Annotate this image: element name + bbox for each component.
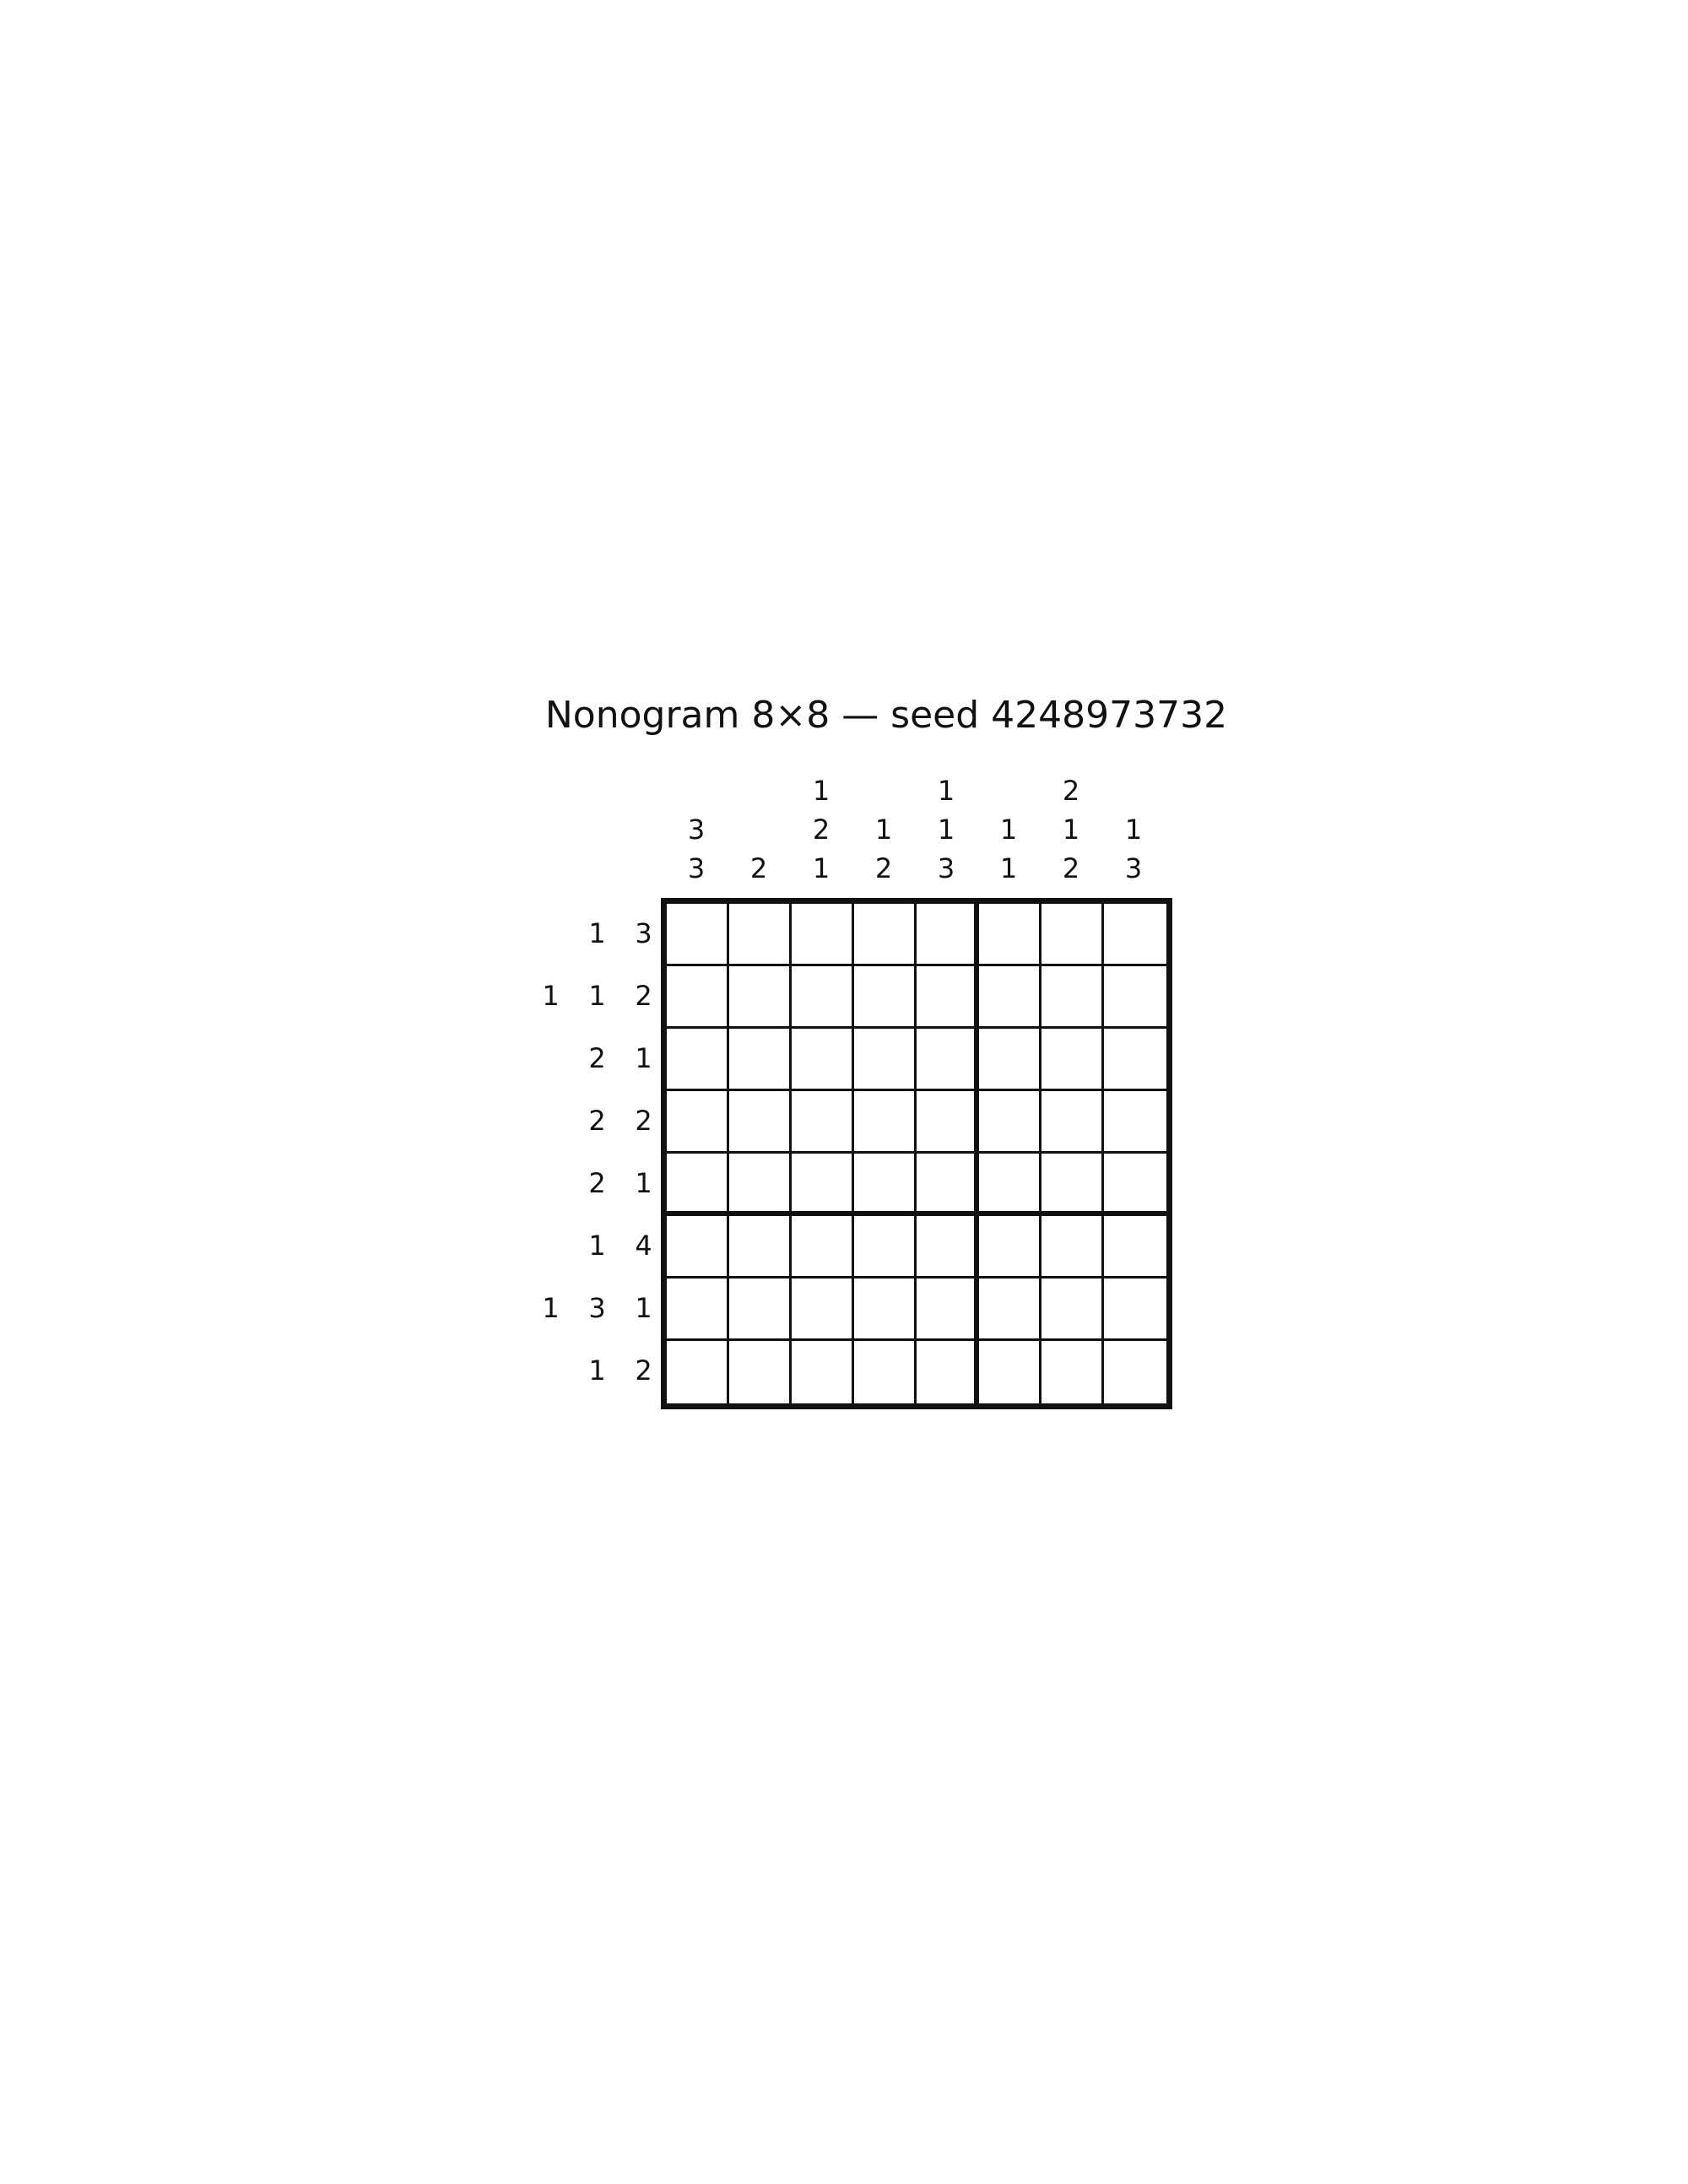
grid-cell-r3c7[interactable] xyxy=(1041,1029,1104,1091)
row-clue-2 xyxy=(528,965,667,1027)
grid-cell-r3c6[interactable] xyxy=(979,1029,1041,1091)
grid-cell-r3c3[interactable] xyxy=(792,1029,854,1091)
grid-cell-r8c4[interactable] xyxy=(854,1341,917,1403)
grid-cell-r7c6[interactable] xyxy=(979,1279,1041,1341)
column-clue-number: 2 xyxy=(874,852,893,884)
grid-cell-r5c2[interactable] xyxy=(729,1154,792,1216)
row-clue-number: 1 xyxy=(635,1292,652,1324)
row-clue-number: 1 xyxy=(588,980,606,1012)
grid-cell-r1c8[interactable] xyxy=(1104,904,1166,966)
grid-cell-r6c6[interactable] xyxy=(979,1216,1041,1279)
grid-cell-r2c6[interactable] xyxy=(979,966,1041,1029)
nonogram-grid xyxy=(661,898,1172,1409)
grid-cell-r5c4[interactable] xyxy=(854,1154,917,1216)
row-clue-number: 1 xyxy=(635,1167,652,1199)
row-clues-area xyxy=(528,902,667,1402)
grid-cell-r5c1[interactable] xyxy=(667,1154,729,1216)
column-clue-2 xyxy=(728,771,790,888)
grid-cell-r2c5[interactable] xyxy=(917,966,979,1029)
column-clue-4 xyxy=(852,771,915,888)
grid-cell-r3c4[interactable] xyxy=(854,1029,917,1091)
grid-cell-r8c5[interactable] xyxy=(917,1341,979,1403)
column-clue-7 xyxy=(1040,771,1102,888)
grid-cell-r8c7[interactable] xyxy=(1041,1341,1104,1403)
column-clue-number: 1 xyxy=(937,775,955,807)
column-clue-3 xyxy=(790,771,852,888)
column-clue-number: 3 xyxy=(937,852,955,884)
grid-cell-r2c3[interactable] xyxy=(792,966,854,1029)
column-clue-number: 3 xyxy=(687,814,706,846)
row-clue-number: 1 xyxy=(542,1292,560,1324)
row-clue-number: 2 xyxy=(588,1105,606,1137)
grid-cell-r8c3[interactable] xyxy=(792,1341,854,1403)
column-clue-6 xyxy=(977,771,1040,888)
grid-cell-r7c4[interactable] xyxy=(854,1279,917,1341)
column-clue-number: 3 xyxy=(687,852,706,884)
row-clue-1 xyxy=(528,902,667,965)
grid-cell-r1c5[interactable] xyxy=(917,904,979,966)
row-clue-number: 2 xyxy=(588,1167,606,1199)
grid-cell-r5c7[interactable] xyxy=(1041,1154,1104,1216)
grid-cell-r6c8[interactable] xyxy=(1104,1216,1166,1279)
puzzle-title: Nonogram 8×8 — seed 4248973732 xyxy=(544,694,1228,737)
row-clue-number: 3 xyxy=(635,917,652,949)
grid-cell-r4c6[interactable] xyxy=(979,1091,1041,1154)
grid-cell-r1c7[interactable] xyxy=(1041,904,1104,966)
grid-cell-r6c3[interactable] xyxy=(792,1216,854,1279)
row-clue-number: 4 xyxy=(635,1230,652,1262)
grid-cell-r1c3[interactable] xyxy=(792,904,854,966)
grid-cell-r3c8[interactable] xyxy=(1104,1029,1166,1091)
column-clues-area xyxy=(665,771,1165,888)
column-clue-number: 1 xyxy=(874,814,893,846)
grid-cell-r5c6[interactable] xyxy=(979,1154,1041,1216)
column-clue-1 xyxy=(665,771,728,888)
grid-cell-r5c8[interactable] xyxy=(1104,1154,1166,1216)
grid-cell-r6c7[interactable] xyxy=(1041,1216,1104,1279)
row-clue-3 xyxy=(528,1027,667,1089)
row-clue-8 xyxy=(528,1339,667,1402)
row-clue-number: 2 xyxy=(588,1042,606,1074)
row-clue-number: 2 xyxy=(635,980,652,1012)
column-clue-number: 2 xyxy=(1062,852,1080,884)
row-clue-number: 1 xyxy=(588,917,606,949)
row-clue-7 xyxy=(528,1277,667,1339)
column-clue-number: 2 xyxy=(1062,775,1080,807)
grid-cell-r7c2[interactable] xyxy=(729,1279,792,1341)
column-clue-number: 1 xyxy=(937,814,955,846)
grid-cell-r7c5[interactable] xyxy=(917,1279,979,1341)
row-clue-number: 1 xyxy=(635,1042,652,1074)
grid-cell-r4c8[interactable] xyxy=(1104,1091,1166,1154)
grid-cell-r3c1[interactable] xyxy=(667,1029,729,1091)
row-clue-number: 1 xyxy=(542,980,560,1012)
grid-cell-r4c4[interactable] xyxy=(854,1091,917,1154)
grid-cell-r3c5[interactable] xyxy=(917,1029,979,1091)
grid-cell-r1c6[interactable] xyxy=(979,904,1041,966)
grid-cell-r7c8[interactable] xyxy=(1104,1279,1166,1341)
grid-cell-r4c1[interactable] xyxy=(667,1091,729,1154)
grid-cell-r5c5[interactable] xyxy=(917,1154,979,1216)
row-clue-6 xyxy=(528,1214,667,1277)
row-clue-4 xyxy=(528,1089,667,1152)
grid-cell-r2c4[interactable] xyxy=(854,966,917,1029)
column-clue-number: 1 xyxy=(812,775,830,807)
grid-cell-r4c7[interactable] xyxy=(1041,1091,1104,1154)
grid-cell-r6c1[interactable] xyxy=(667,1216,729,1279)
row-clue-number: 2 xyxy=(635,1354,652,1387)
column-clue-8 xyxy=(1102,771,1165,888)
grid-cell-r4c3[interactable] xyxy=(792,1091,854,1154)
grid-cell-r8c6[interactable] xyxy=(979,1341,1041,1403)
grid-cell-r8c8[interactable] xyxy=(1104,1341,1166,1403)
grid-cell-r7c7[interactable] xyxy=(1041,1279,1104,1341)
column-clue-number: 1 xyxy=(999,814,1018,846)
row-clue-number: 1 xyxy=(588,1230,606,1262)
column-clue-number: 2 xyxy=(812,814,830,846)
column-clue-5 xyxy=(915,771,977,888)
column-clue-number: 2 xyxy=(749,852,768,884)
grid-cell-r7c3[interactable] xyxy=(792,1279,854,1341)
grid-cell-r6c2[interactable] xyxy=(729,1216,792,1279)
grid-cell-r4c5[interactable] xyxy=(917,1091,979,1154)
grid-cell-r8c2[interactable] xyxy=(729,1341,792,1403)
column-clue-number: 3 xyxy=(1124,852,1143,884)
column-clue-number: 1 xyxy=(999,852,1018,884)
row-clue-number: 2 xyxy=(635,1105,652,1137)
grid-cell-r6c5[interactable] xyxy=(917,1216,979,1279)
grid-cell-r6c4[interactable] xyxy=(854,1216,917,1279)
row-clue-number: 1 xyxy=(588,1354,606,1387)
grid-cell-r2c7[interactable] xyxy=(1041,966,1104,1029)
grid-cell-r8c1[interactable] xyxy=(667,1341,729,1403)
row-clue-number: 3 xyxy=(588,1292,606,1324)
row-clue-5 xyxy=(528,1152,667,1214)
grid-cell-r4c2[interactable] xyxy=(729,1091,792,1154)
column-clue-number: 1 xyxy=(812,852,830,884)
grid-cell-r3c2[interactable] xyxy=(729,1029,792,1091)
grid-cell-r2c1[interactable] xyxy=(667,966,729,1029)
grid-cell-r2c2[interactable] xyxy=(729,966,792,1029)
grid-cell-r1c2[interactable] xyxy=(729,904,792,966)
grid-cell-r2c8[interactable] xyxy=(1104,966,1166,1029)
grid-cell-r1c4[interactable] xyxy=(854,904,917,966)
column-clue-number: 1 xyxy=(1124,814,1143,846)
grid-cell-r7c1[interactable] xyxy=(667,1279,729,1341)
column-clue-number: 1 xyxy=(1062,814,1080,846)
grid-cell-r5c3[interactable] xyxy=(792,1154,854,1216)
grid-cell-r1c1[interactable] xyxy=(667,904,729,966)
